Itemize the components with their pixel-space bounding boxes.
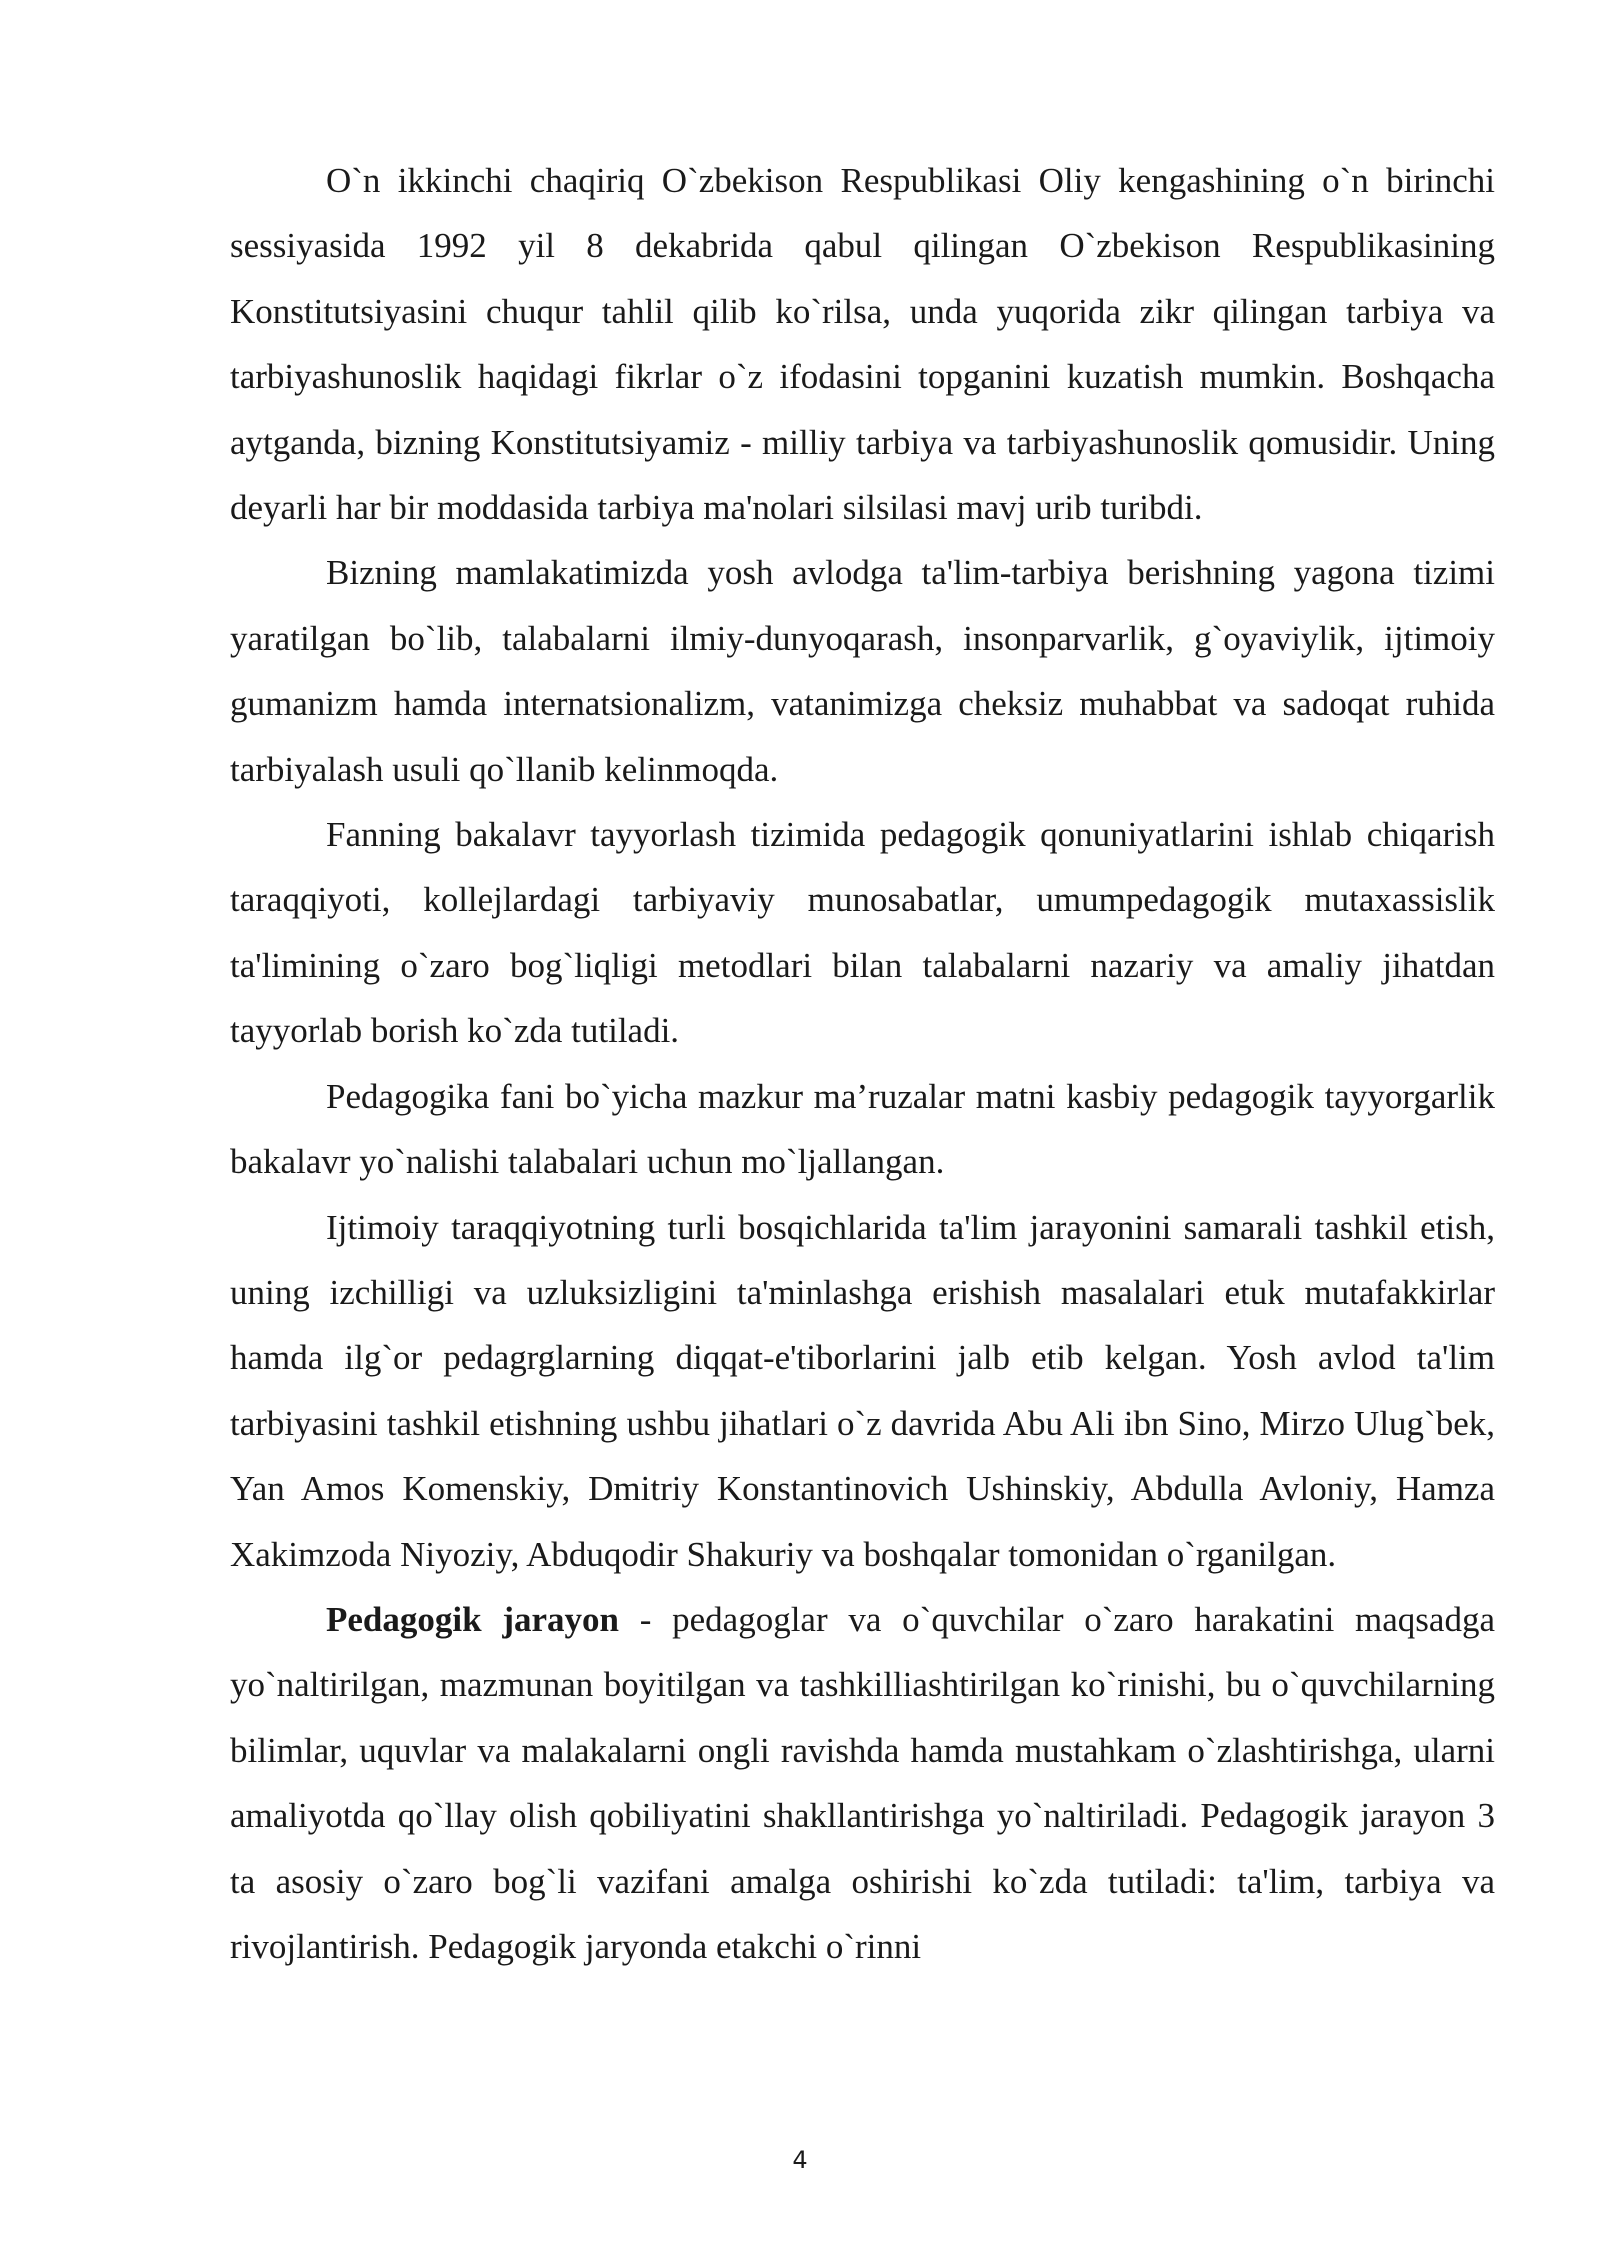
paragraph-bachelor-training: Fanning bakalavr tayyorlash tizimida pedagogik qonuniyatlarini ishlab chiqarish taraqqiyoti, kollejlardagi tarbiyaviy munosabatlar, umumpedagogik mutaxassislik ta'limining o`zaro bog`liqligi metodlari bilan talabalarni nazariy va amaliy jihatdan tayyorlab borish ko`zda tutiladi. (230, 815, 1495, 1051)
body-text (230, 148, 1495, 1979)
paragraph-constitution: O`n ikkinchi chaqiriq O`zbekison Respublikasi Oliy kengashining o`n birinchi sessiyasida 1992 yil 8 dekabrida qabul qilingan O`zbekison Respublikasining Konstitutsiyasini chuqur tahlil qilib ko`rilsa, unda yuqorida zikr qilingan tarbiya va tarbiyashunoslik haqidagi fikrlar o`z ifodasini topganini kuzatish mumkin. Boshqacha aytganda, bizning Konstitutsiyamiz - milliy tarbiya va tarbiyashunoslik qomusidir. Uning deyarli har bir moddasida tarbiya ma'nolari silsilasi mavj urib turibdi. (230, 161, 1495, 528)
term-pedagogical-process: Pedagogik jarayon (326, 1599, 619, 1639)
page-number: 4 (792, 2146, 808, 2174)
paragraph-education-system: Bizning mamlakatimizda yosh avlodga ta'lim-tarbiya berishning yagona tizimi yaratilgan bo`lib, talabalarni ilmiy-dunyoqarash, insonparvarlik, g`oyaviylik, ijtimoiy gumanizm hamda internatsionalizm, vatanimizga cheksiz muhabbat va sadoqat ruhida tarbiyalash usuli qo`llanib kelinmoqda. (230, 553, 1495, 789)
paragraph-course-purpose: Pedagogika fani bo`yicha mazkur ma’ruzalar matni kasbiy pedagogik tayyorgarlik bakalavr yo`nalishi talabalari uchun mo`ljallangan. (230, 1076, 1495, 1182)
paragraph-pedagogical-process (230, 1587, 1495, 1979)
paragraph-historical-thinkers: Ijtimoiy taraqqiyotning turli bosqichlarida ta'lim jarayonini samarali tashkil etish, uning izchilligi va uzluksizligini ta'minlashga erishish masalalari etuk mutafakkirlar hamda ilg`or pedagrglarning diqqat-e'tiborlarini jalb etib kelgan. Yosh avlod ta'lim tarbiyasini tashkil etishning ushbu jihatlari o`z davrida Abu Ali ibn Sino, Mirzo Ulug`bek, Yan Amos Komenskiy, Dmitriy Konstantinovich Ushinskiy, Abdulla Avloniy, Hamza Xakimzoda Niyoziy, Abduqodir Shakuriy va boshqalar tomonidan o`rganilgan. (230, 1207, 1495, 1574)
definition-pedagogical-process: - pedagoglar va o`quvchilar o`zaro harakatini maqsadga yo`naltirilgan, mazmunan boyitilgan va tashkilliashtirilgan ko`rinishi, bu o`quvchilarning bilimlar, uquvlar va malakalarni ongli ravishda hamda mustahkam o`zlashtirishga, ularni amaliyotda qo`llay olish qobiliyatini shakllantirishga yo`naltiriladi. Pedagogik jarayon 3 ta asosiy o`zaro bog`li vazifani amalga oshirishi ko`zda tutiladi: ta'lim, tarbiya va rivojlantirish. Pedagogik jaryonda etakchi o`rinni (230, 1599, 1495, 1966)
